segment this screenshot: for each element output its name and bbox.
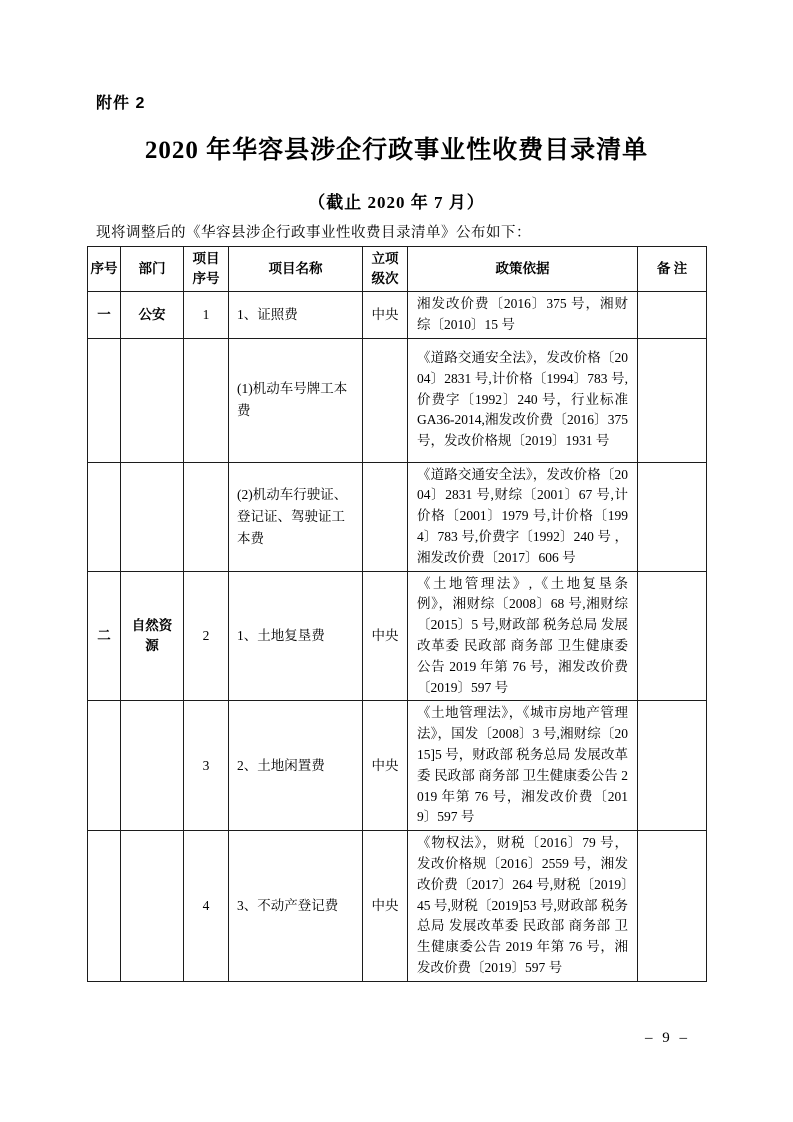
cell-item-no: 3 <box>184 701 229 831</box>
table-row <box>88 462 707 571</box>
cell-remark <box>638 338 707 462</box>
cell-policy: 《土地管理法》，《城市房地产管理法》，国发〔2008〕3 号,湘财综〔2015]5 号，财政部 税务总局 发展改革委 民政部 商务部 卫生健康委公告 2019 年第 76 号，湘发改价费〔2019〕597 号 <box>408 701 638 831</box>
cell-item-no: 4 <box>184 831 229 982</box>
table-row <box>88 571 707 701</box>
cell-item-no: 2 <box>184 571 229 701</box>
cell-item-no <box>184 462 229 571</box>
cell-level: 中央 <box>363 701 408 831</box>
page-number: – 9 – <box>645 1030 690 1046</box>
cell-policy: 《道路交通安全法》，发改价格〔2004〕2831 号,财综〔2001〕67 号,计价格〔2001〕1979 号,计价格〔1994〕783 号,价费字〔1992〕240 号 ，湘发改价费〔2017〕606 号 <box>408 462 638 571</box>
cell-remark <box>638 831 707 982</box>
col-header-dept: 部门 <box>121 247 184 292</box>
cell-dept: 自然资源 <box>121 571 184 701</box>
cell-item-name: 1、土地复垦费 <box>229 571 363 701</box>
cell-policy: 《土地管理法》,《土地复垦条例》，湘财综〔2008〕68 号,湘财综〔2015〕5 号,财政部 税务总局 发展改革委 民政部 商务部 卫生健康委公告 2019 年第 76 号，湘发改价费〔2019〕597 号 <box>408 571 638 701</box>
cell-dept <box>121 831 184 982</box>
col-header-item-name: 项目名称 <box>229 247 363 292</box>
cell-item-name: (2)机动车行驶证、登记证、驾驶证工本费 <box>229 462 363 571</box>
cell-item-no: 1 <box>184 292 229 339</box>
table-row <box>88 338 707 462</box>
cell-seq <box>88 338 121 462</box>
cell-seq: 一 <box>88 292 121 339</box>
cell-seq <box>88 462 121 571</box>
cell-level: 中央 <box>363 831 408 982</box>
attachment-label: 附件 2 <box>96 95 146 112</box>
intro-text: 现将调整后的《华容县涉企行政事业性收费目录清单》公布如下： <box>96 225 531 241</box>
cell-dept <box>121 701 184 831</box>
table-header-row <box>88 247 707 292</box>
cell-remark <box>638 571 707 701</box>
cell-remark <box>638 292 707 339</box>
col-header-seq: 序号 <box>88 247 121 292</box>
col-header-item-no: 项目序号 <box>184 247 229 292</box>
cell-policy: 《物权法》，财税〔2016〕79 号，发改价格规〔2016〕2559 号，湘发改价费〔2017〕264 号,财税〔2019〕45 号,财税〔2019]53 号,财政部 税务总局 发展改革委 民政部 商务部 卫生健康委公告 2019 年第 76 号，湘发改价费〔2019〕597 号 <box>408 831 638 982</box>
table-row <box>88 292 707 339</box>
cell-item-name: 3、不动产登记费 <box>229 831 363 982</box>
cell-dept <box>121 462 184 571</box>
cell-item-name: 1、证照费 <box>229 292 363 339</box>
table-row <box>88 701 707 831</box>
cell-item-no <box>184 338 229 462</box>
cell-level: 中央 <box>363 292 408 339</box>
document-title: 2020 年华容县涉企行政事业性收费目录清单 <box>144 137 649 164</box>
cell-policy: 湘发改价费〔2016〕375 号，湘财综〔2010〕15 号 <box>408 292 638 339</box>
cell-seq <box>88 831 121 982</box>
cell-level: 中央 <box>363 571 408 701</box>
cell-policy: 《道路交通安全法》，发改价格〔2004〕2831 号,计价格〔1994〕783 号,价费字〔1992〕240 号，行业标准 GA36-2014,湘发改价费〔2016〕375 号，发改价格规〔2019〕1931 号 <box>408 338 638 462</box>
col-header-level: 立项级次 <box>363 247 408 292</box>
cell-item-name: (1)机动车号牌工本费 <box>229 338 363 462</box>
cell-dept: 公安 <box>121 292 184 339</box>
col-header-remark: 备 注 <box>638 247 707 292</box>
cell-level <box>363 462 408 571</box>
table-row <box>88 831 707 982</box>
cell-level <box>363 338 408 462</box>
cell-dept <box>121 338 184 462</box>
cell-seq: 二 <box>88 571 121 701</box>
col-header-policy: 政策依据 <box>408 247 638 292</box>
cell-remark <box>638 462 707 571</box>
fees-table <box>87 246 707 982</box>
cell-item-name: 2、土地闲置费 <box>229 701 363 831</box>
document-subtitle: （截止 2020 年 7 月） <box>308 193 485 212</box>
cell-remark <box>638 701 707 831</box>
cell-seq <box>88 701 121 831</box>
